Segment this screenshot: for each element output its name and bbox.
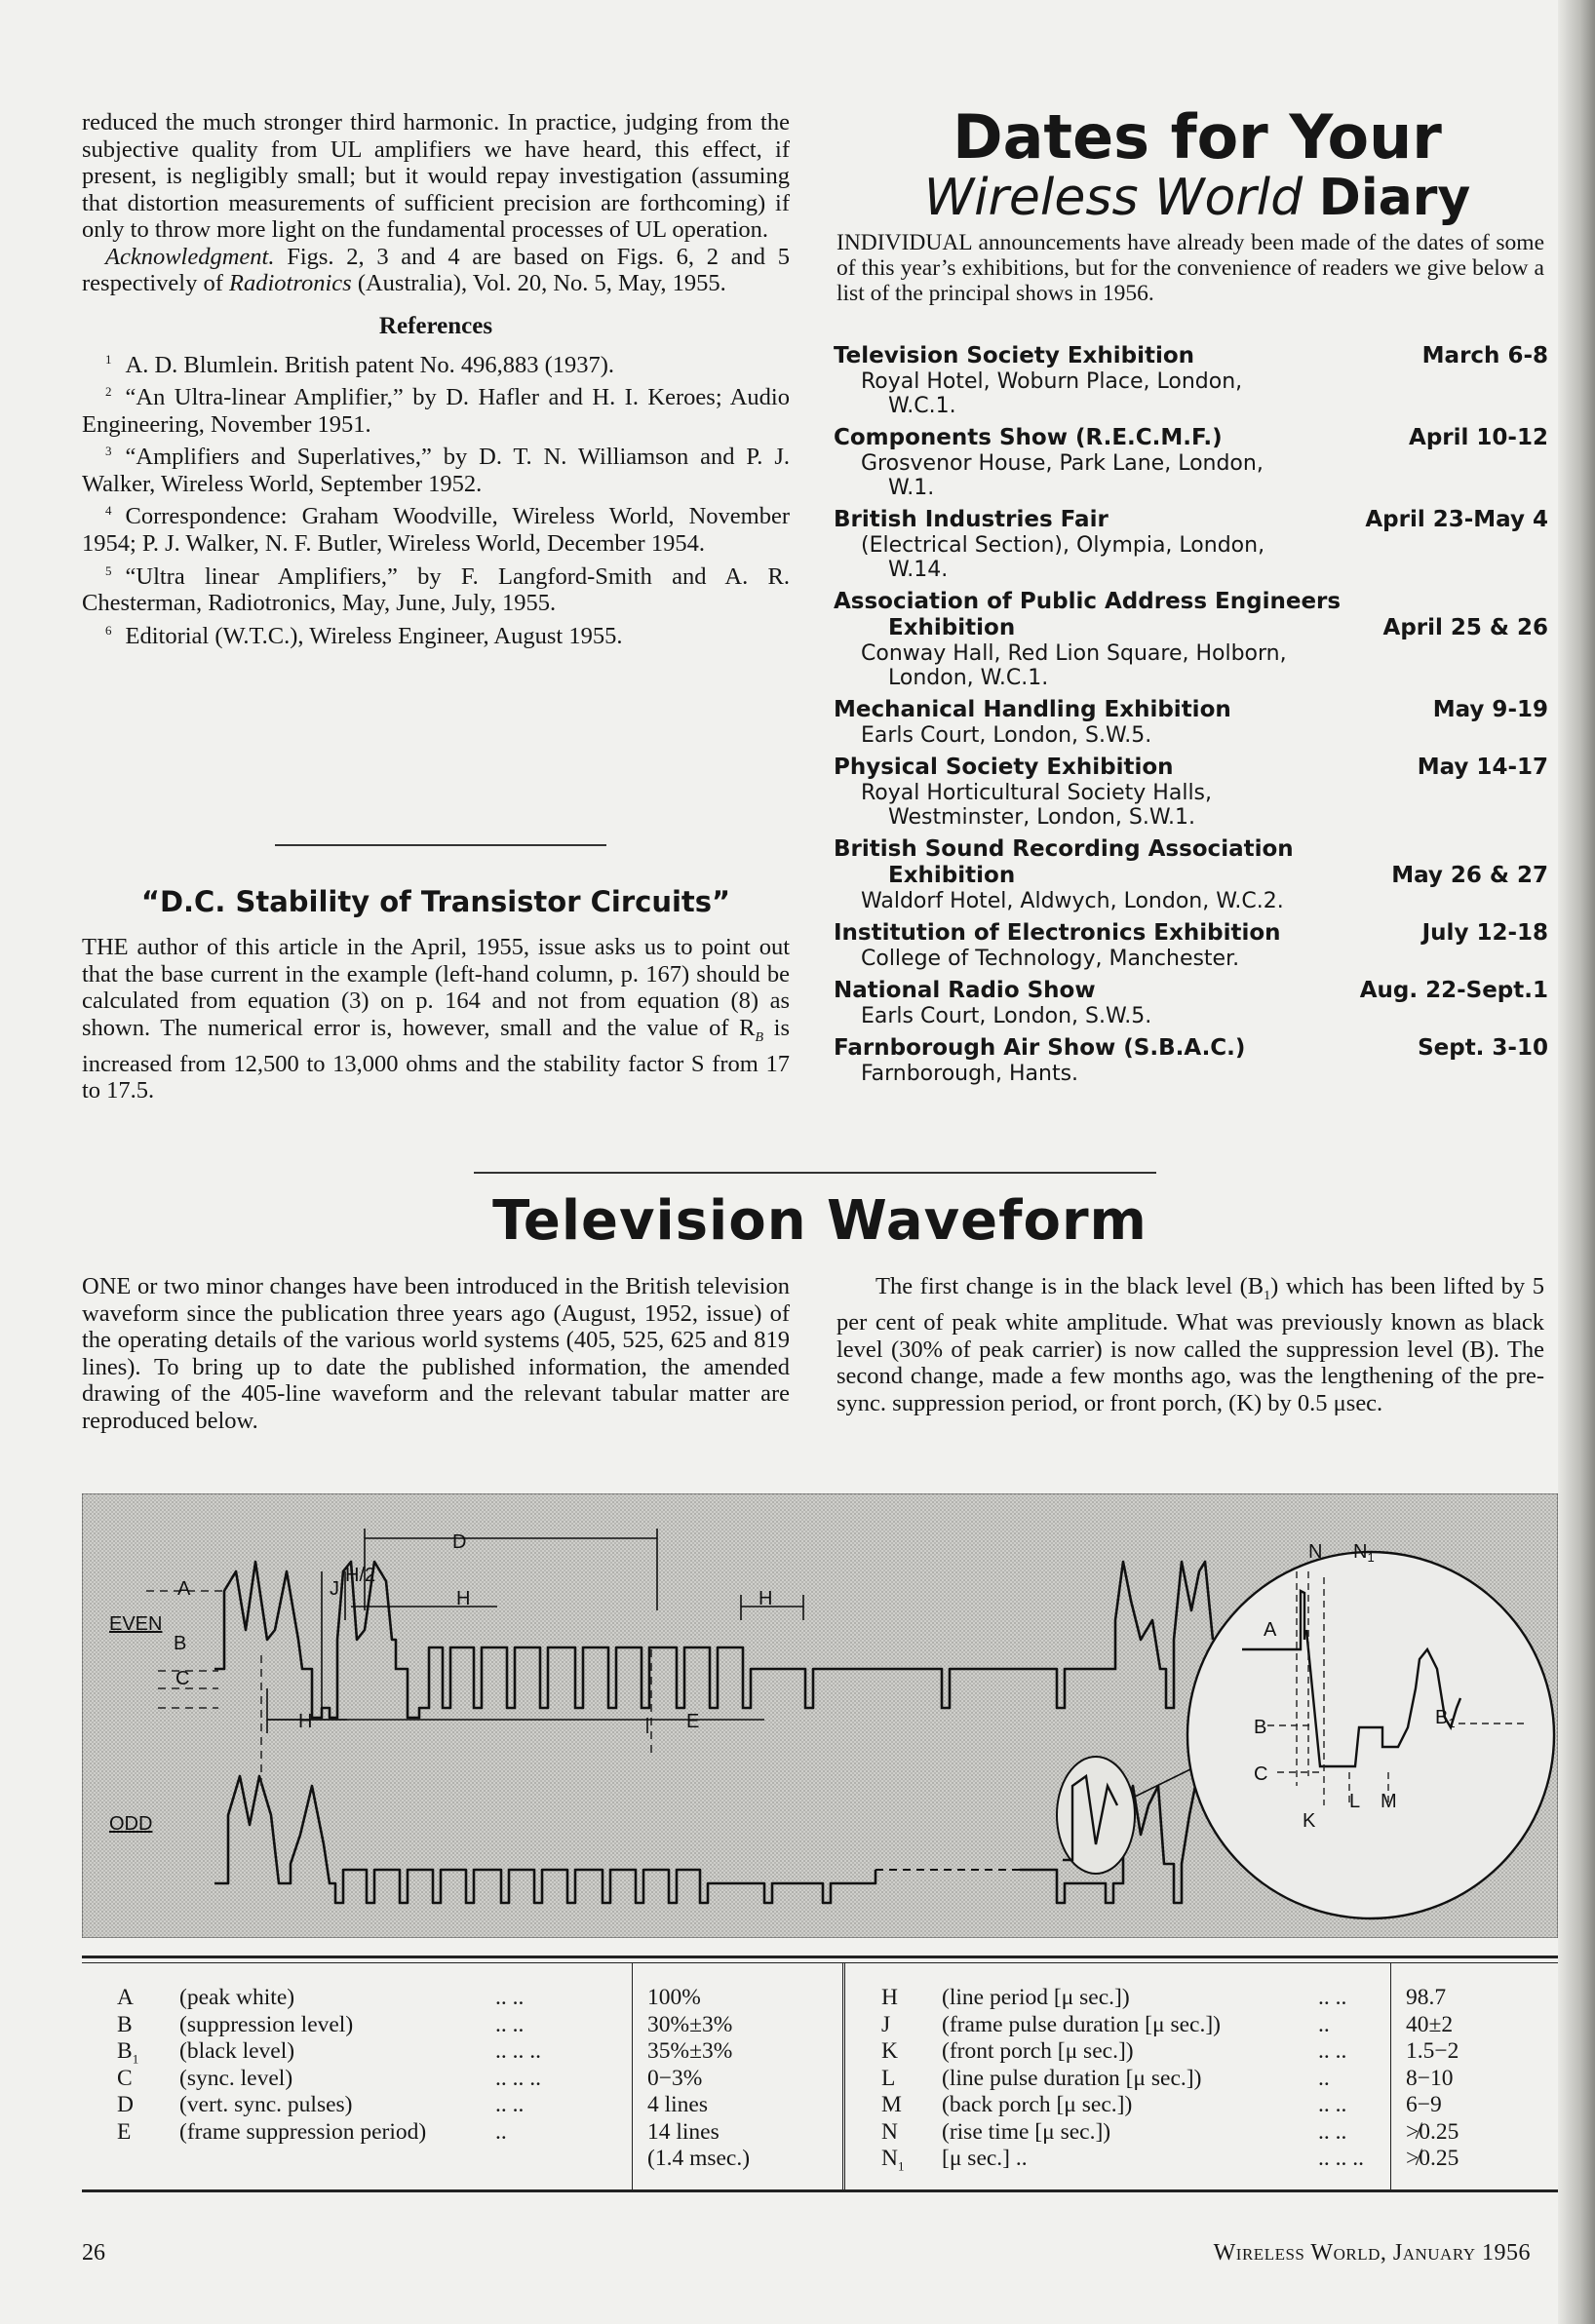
event-venue-cont: Westminster, London, S.W.1. xyxy=(888,805,1196,830)
table-symbol: $B_1$ xyxy=(117,2038,139,2067)
ack-text: Figs. 2, 3 and 4 are based on Figs. 6, 2 and 5 respectively of xyxy=(82,243,790,296)
table-symbol: E xyxy=(117,2118,132,2145)
table-description: (frame suppression period) xyxy=(179,2118,427,2145)
table-value: 14 lines xyxy=(647,2118,720,2145)
diary-title-line2 xyxy=(836,166,1558,230)
table-symbol: N xyxy=(881,2118,898,2145)
event-date: July 12-18 xyxy=(1421,920,1548,946)
label-N: N xyxy=(1308,1541,1323,1563)
table-symbol: J xyxy=(881,2011,891,2037)
label-A-mag: A xyxy=(1264,1619,1277,1641)
table-symbol: D xyxy=(117,2092,134,2117)
table-symbol: L xyxy=(881,2065,896,2091)
table-value: 4 lines xyxy=(647,2092,709,2117)
references-title: References xyxy=(378,312,493,339)
table-leader-dots: .. xyxy=(495,2118,507,2145)
waveform-diagram xyxy=(82,1493,1558,1938)
label-B-mag: B xyxy=(1254,1717,1267,1738)
table-description: (suppression level) xyxy=(179,2011,354,2037)
label-B: B xyxy=(174,1633,187,1654)
diary-event xyxy=(834,1035,1548,1086)
table-description: (line period [μ sec.]) xyxy=(942,1985,1130,2010)
table-description: (line pulse duration [μ sec.]) xyxy=(942,2065,1202,2091)
label-B1-mag: $B_1$ xyxy=(1435,1707,1456,1730)
event-name: Association of Public Address Engineers xyxy=(834,589,1342,614)
table-leader-dots: .. .. .. xyxy=(495,2065,541,2091)
table-symbol: B xyxy=(117,2011,133,2037)
detail-ellipse xyxy=(1057,1757,1135,1874)
event-venue: College of Technology, Manchester. xyxy=(861,947,1240,971)
table-symbol: K xyxy=(881,2038,898,2064)
section-divider xyxy=(275,844,606,846)
event-name: Institution of Electronics Exhibition xyxy=(834,920,1281,946)
diary-event-list xyxy=(834,343,1548,1093)
table-description: (frame pulse duration [μ sec.]) xyxy=(942,2011,1221,2037)
table-leader-dots: .. .. xyxy=(1318,2038,1347,2064)
event-date: Sept. 3-10 xyxy=(1418,1035,1548,1061)
event-name: Components Show (R.E.C.M.F.) xyxy=(834,425,1223,450)
label-H-top: H xyxy=(456,1588,471,1609)
diary-title-line1: Dates for Your xyxy=(953,101,1442,173)
diary-event xyxy=(834,425,1548,500)
event-date: April 23-May 4 xyxy=(1365,507,1548,532)
diary-event xyxy=(834,697,1548,748)
table-value: 100% xyxy=(647,1985,701,2010)
table-description: [μ sec.] .. xyxy=(942,2146,1028,2171)
event-date: April 25 & 26 xyxy=(1382,615,1548,640)
table-value: 1.5−2 xyxy=(1406,2038,1459,2064)
event-venue: Farnborough, Hants. xyxy=(861,1062,1079,1086)
table-value: ≯0.25 xyxy=(1406,2118,1459,2145)
event-venue: Earls Court, London, S.W.5. xyxy=(861,1004,1152,1028)
table-value: (1.4 msec.) xyxy=(647,2146,751,2171)
table-value: 0−3% xyxy=(647,2065,703,2091)
table-value: 40±2 xyxy=(1406,2011,1454,2037)
diary-event xyxy=(834,836,1548,913)
event-name: British Sound Recording Association xyxy=(834,836,1294,862)
event-venue: Earls Court, London, S.W.5. xyxy=(861,723,1152,748)
reference-item: $^6$ Editorial (W.T.C.), Wireless Engineer, August 1955. xyxy=(105,622,623,649)
event-date: March 6-8 xyxy=(1421,343,1548,368)
event-venue: Royal Hotel, Woburn Place, London, xyxy=(861,369,1243,394)
table-description: (peak white) xyxy=(179,1985,295,2010)
table-leader-dots: .. .. .. xyxy=(1318,2146,1364,2171)
label-J: J xyxy=(330,1578,339,1600)
section-divider-wide xyxy=(474,1172,1156,1174)
label-C-mag: C xyxy=(1254,1763,1268,1785)
table-leader-dots: .. xyxy=(1318,2065,1330,2091)
label-L: L xyxy=(1349,1791,1361,1812)
page-edge-shadow xyxy=(1558,0,1595,2324)
event-venue-cont: London, W.C.1. xyxy=(888,666,1049,690)
diary-intro: INDIVIDUAL announcements have already been made of the dates of some of this year’s exhibitions, but for the convenience of readers we give below a list of the principal shows in 1956. xyxy=(836,230,1544,306)
reference-item: $^3$ “Amplifiers and Superlatives,” by D. T. N. Williamson and P. J. Walker, Wireless World, September 1952. xyxy=(82,444,790,497)
label-N1: $N_1$ xyxy=(1353,1541,1375,1565)
ack-label: Acknowledgment. xyxy=(105,243,275,270)
reference-item: $^1$ A. D. Blumlein. British patent No. 496,883 (1937). xyxy=(105,351,615,378)
label-D: D xyxy=(452,1531,467,1553)
table-leader-dots: .. .. xyxy=(495,1985,525,2010)
event-name: Physical Society Exhibition xyxy=(834,755,1174,780)
page-number: 26 xyxy=(82,2240,105,2266)
table-symbol: $N_1$ xyxy=(881,2146,905,2174)
diary-title-italic: Wireless World xyxy=(923,169,1303,227)
table-value: 35%±3% xyxy=(647,2038,733,2064)
tv-waveform-title: Television Waveform xyxy=(492,1189,1148,1253)
table-value: 6−9 xyxy=(1406,2092,1442,2117)
table-value: 30%±3% xyxy=(647,2011,733,2037)
event-venue-cont: W.C.1. xyxy=(888,394,956,418)
event-name: National Radio Show xyxy=(834,978,1096,1003)
event-name-cont: Exhibition xyxy=(888,863,1016,888)
table-description: (sync. level) xyxy=(179,2065,293,2091)
event-venue: Conway Hall, Red Lion Square, Holborn, xyxy=(861,641,1287,666)
event-date: April 10-12 xyxy=(1409,425,1548,450)
table-description: (rise time [μ sec.]) xyxy=(942,2118,1111,2145)
table-leader-dots: .. .. xyxy=(495,2011,525,2037)
label-H2: H/2 xyxy=(345,1565,376,1586)
event-name: Television Society Exhibition xyxy=(834,343,1195,368)
label-A: A xyxy=(177,1578,191,1600)
label-odd: ODD xyxy=(109,1813,153,1835)
label-even: EVEN xyxy=(109,1613,163,1635)
running-footer: Wireless World, January 1956 xyxy=(1213,2240,1531,2266)
table-symbol: C xyxy=(117,2065,133,2091)
diary-title-bold: Diary xyxy=(1318,169,1471,227)
table-symbol: M xyxy=(881,2092,902,2117)
label-E: E xyxy=(686,1711,700,1732)
table-symbol: H xyxy=(881,1985,898,2010)
event-date: May 9-19 xyxy=(1432,697,1548,722)
event-venue: Waldorf Hotel, Aldwych, London, W.C.2. xyxy=(861,889,1284,913)
event-name: Mechanical Handling Exhibition xyxy=(834,697,1231,722)
table-leader-dots: .. .. xyxy=(1318,2118,1347,2145)
diary-event xyxy=(834,920,1548,971)
reference-item: $^2$ “An Ultra-linear Amplifier,” by D. Hafler and H. I. Keroes; Audio Engineering, November 1951. xyxy=(82,384,790,438)
label-K: K xyxy=(1303,1810,1316,1832)
table-leader-dots: .. xyxy=(1318,2011,1330,2037)
label-H-bottom: H xyxy=(298,1711,313,1732)
label-H-mid: H xyxy=(759,1588,773,1609)
ack-tail: (Australia), Vol. 20, No. 5, May, 1955. xyxy=(351,270,726,296)
tv-waveform-right-text: The first change is in the black level $(B_1)$ which has been lifted by 5 per cent of peak white amplitude. What was previously known as black level (30% of peak carrier) is now called the suppression level (B). The second change, made a few months ago, was the lengthening of the pre-sync. suppression period, or front porch, (K) by 0.5 μsec. xyxy=(836,1273,1544,1416)
table-leader-dots: .. .. xyxy=(495,2092,525,2117)
dc-stability-text: THE author of this article in the April, 1955, issue asks us to point out that the base current in the example (left-hand column, p. 167) should be calculated from equation (3) on p. 164 and not from equation (8) as shown. The numerical error is, however, small and the value of $R_B$ is increased from 12,500 to 13,000 ohms and the stability factor S from 17 to 17.5. xyxy=(82,934,791,1104)
label-C: C xyxy=(175,1668,190,1689)
event-name-cont: Exhibition xyxy=(888,615,1016,640)
table-description: (black level) xyxy=(179,2038,295,2064)
references-list xyxy=(82,346,790,650)
diary-event xyxy=(834,755,1548,830)
table-value: ≯0.25 xyxy=(1406,2146,1459,2171)
reference-item: $^5$ “Ultra linear Amplifiers,” by F. Langford-Smith and A. R. Chesterman, Radiotronics, May, June, July, 1955. xyxy=(82,562,790,617)
left-column xyxy=(82,109,790,649)
article-continuation: reduced the much stronger third harmonic. In practice, judging from the subjective quality from UL amplifiers we have heard, this effect, if present, is negligibly small; but it would repay investigation (assuming that distortion measurements of sufficient precision are forthcoming) if only to throw more light on the fundamental processes of UL operation. xyxy=(82,109,790,243)
event-date: May 14-17 xyxy=(1417,755,1548,780)
table-value: 8−10 xyxy=(1406,2065,1454,2091)
event-venue-cont: W.1. xyxy=(888,476,935,500)
waveform-figure xyxy=(82,1493,1558,1938)
reference-item: $^4$ Correspondence: Graham Woodville, Wireless World, November 1954; P. J. Walker, N. F. Butler, Wireless World, December 1954. xyxy=(82,503,790,558)
table-leader-dots: .. .. xyxy=(1318,2092,1347,2117)
tv-waveform-left-text: ONE or two minor changes have been introduced in the British television waveform since the publication three years ago (August, 1952, issue) of the operating details of the various world systems (405, 525, 625 and 819 lines). To bring up to date the published information, the amended drawing of the 405-line waveform and the relevant tabular matter are reproduced below. xyxy=(82,1273,790,1434)
magnified-circle xyxy=(1187,1552,1554,1918)
table-description: (back porch [μ sec.]) xyxy=(942,2092,1133,2117)
diary-event xyxy=(834,507,1548,582)
table-symbol: A xyxy=(117,1985,134,2010)
diary-event xyxy=(834,343,1548,418)
diary-event xyxy=(834,978,1548,1028)
table-leader-dots: .. .. xyxy=(1318,1985,1347,2010)
event-name: Farnborough Air Show (S.B.A.C.) xyxy=(834,1035,1246,1061)
event-venue: Royal Horticultural Society Halls, xyxy=(861,781,1213,805)
event-venue-cont: W.14. xyxy=(888,558,949,582)
diary-event xyxy=(834,589,1548,690)
event-date: Aug. 22-Sept.1 xyxy=(1359,978,1548,1003)
event-venue: Grosvenor House, Park Lane, London, xyxy=(861,451,1264,476)
table-description: (vert. sync. pulses) xyxy=(179,2092,353,2117)
waveform-table xyxy=(82,1956,1558,2199)
label-M: M xyxy=(1381,1791,1397,1812)
ack-journal: Radiotronics xyxy=(229,270,352,296)
dc-stability-body xyxy=(82,934,790,1104)
table-leader-dots: .. .. .. xyxy=(495,2038,541,2064)
table-value: 98.7 xyxy=(1406,1985,1447,2010)
dc-stability-title: “D.C. Stability of Transistor Circuits” xyxy=(140,885,731,918)
acknowledgment xyxy=(82,244,790,297)
event-date: May 26 & 27 xyxy=(1391,863,1548,888)
event-venue: (Electrical Section), Olympia, London, xyxy=(861,533,1265,558)
table-description: (front porch [μ sec.]) xyxy=(942,2038,1134,2064)
event-name: British Industries Fair xyxy=(834,507,1109,532)
